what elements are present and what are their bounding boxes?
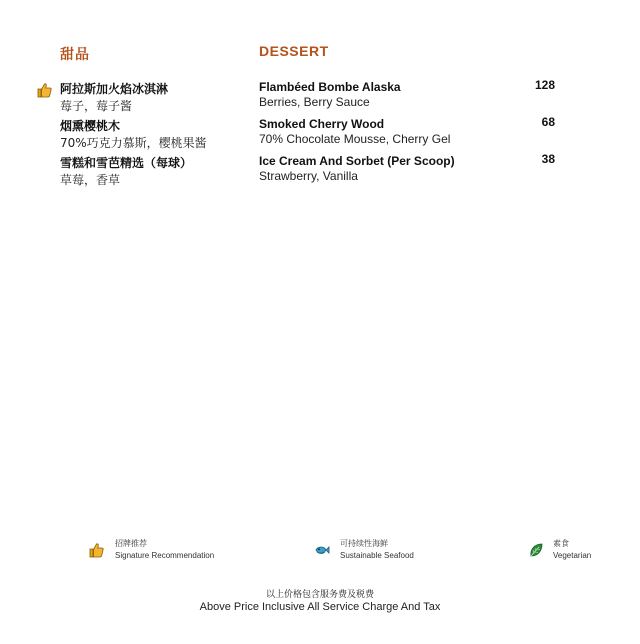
legend-label-en: Vegetarian bbox=[553, 551, 592, 560]
legend-label-cn: 招牌推荐 bbox=[115, 539, 147, 548]
menu-item bbox=[0, 154, 640, 190]
dish-desc-cn: 莓子，莓子酱 bbox=[60, 99, 133, 113]
dish-desc-en: Strawberry, Vanilla bbox=[259, 169, 358, 183]
dish-desc-cn: 草莓，香草 bbox=[60, 173, 121, 187]
thumbs-up-icon bbox=[88, 542, 104, 558]
dish-desc-en: 70% Chocolate Mousse, Cherry Gel bbox=[259, 132, 451, 146]
menu-item bbox=[0, 80, 640, 116]
dish-name-en: Ice Cream And Sorbet (Per Scoop) bbox=[259, 154, 455, 168]
menu-item bbox=[0, 117, 640, 153]
legend-label-en: Signature Recommendation bbox=[115, 551, 215, 560]
leaf-icon bbox=[528, 542, 544, 558]
dish-desc-en: Berries, Berry Sauce bbox=[259, 95, 370, 109]
dish-name-en: Smoked Cherry Wood bbox=[259, 117, 385, 131]
dish-price: 38 bbox=[541, 152, 555, 166]
dish-price: 68 bbox=[541, 115, 555, 129]
section-title-cn: 甜品 bbox=[60, 47, 90, 63]
legend-label-cn: 可持续性海鲜 bbox=[340, 539, 388, 548]
section-title-en: DESSERT bbox=[259, 43, 329, 59]
dish-name-cn: 阿拉斯加火焰冰淇淋 bbox=[60, 82, 169, 96]
dish-name-en: Flambéed Bombe Alaska bbox=[259, 80, 401, 94]
fish-icon bbox=[314, 542, 330, 558]
footer-note-en: Above Price Inclusive All Service Charge And Tax bbox=[199, 601, 441, 613]
dish-name-cn: 烟熏樱桃木 bbox=[60, 119, 121, 133]
dish-name-cn: 雪糕和雪芭精选（每球） bbox=[60, 156, 193, 170]
legend-label-cn: 素食 bbox=[553, 539, 569, 548]
legend-label-en: Sustainable Seafood bbox=[340, 551, 414, 560]
dish-price: 128 bbox=[534, 78, 555, 92]
thumbs-up-icon bbox=[36, 82, 52, 98]
dish-desc-cn: 70%巧克力慕斯，樱桃果酱 bbox=[60, 136, 207, 150]
footer-note-cn: 以上价格包含服务费及税费 bbox=[265, 590, 374, 600]
